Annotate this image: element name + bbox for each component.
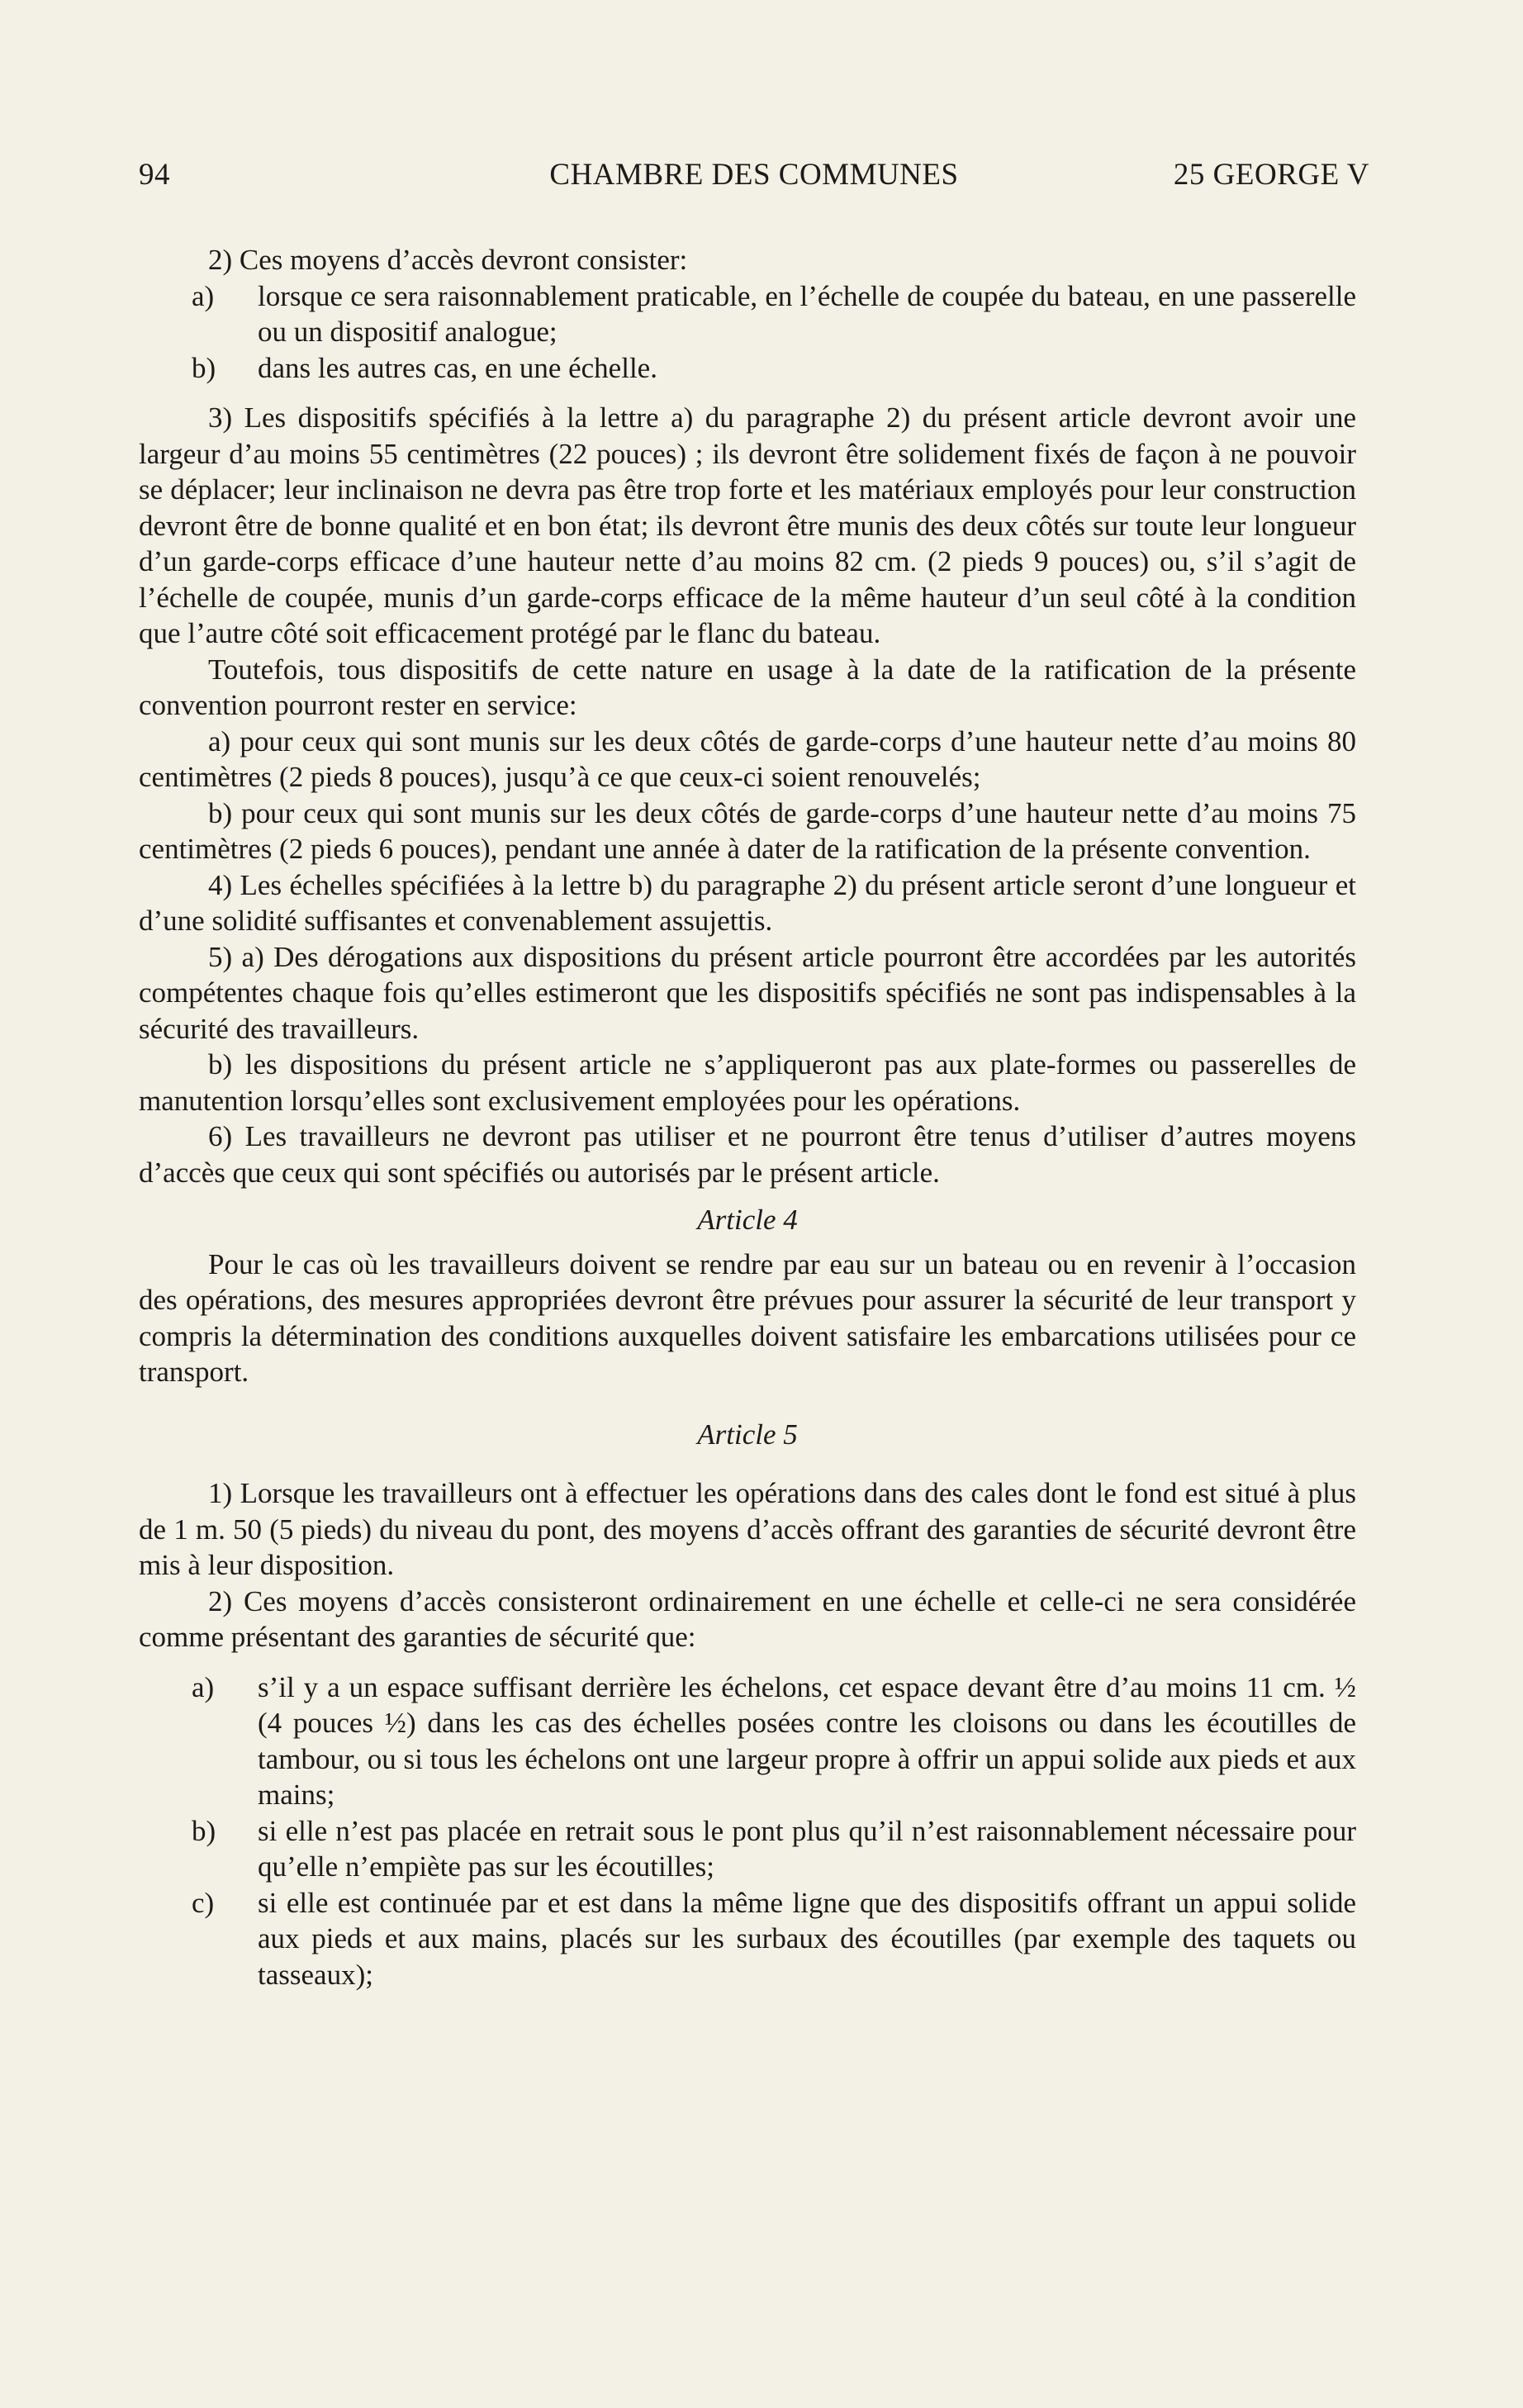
item-text: lorsque ce sera raisonnablement praticable, en l’échelle de coupée du bateau, en une passerelle ou un dispositif analogue; [258, 279, 1356, 348]
running-title: CHAMBRE DES COMMUNES [549, 158, 959, 192]
paragraph: 3) Les dispositifs spécifiés à la lettre a) du paragraphe 2) du présent article devront avoir une largeur d’au moins 55 centimètres (22 pouces) ; ils devront être solidement fixés de façon à ne pouvoir se déplacer; leur inclinaison ne devra pas être trop forte et les matériaux employés pour leur construction devront être de bonne qualité et en bon état; ils devront être munis des deux côtés sur toute leur longueur d’un garde-corps efficace d’une hauteur nette d’au moins 82 cm. (2 pieds 9 pouces) ou, s’il s’agit de l’échelle de coupée, munis d’un garde-corps efficace de la même hauteur d’un seul côté à la condition que l’autre côté soit efficacement protégé par le flanc du bateau. [139, 401, 1356, 649]
paragraph: 1) Lorsque les travailleurs ont à effectuer les opérations dans des cales dont le fond est situé à plus de 1 m. 50 (5 pieds) du niveau du pont, des moyens d’accès offrant des garanties de sécurité devront être mis à leur disposition. [139, 1477, 1356, 1581]
session-reference: 25 GEORGE V [1173, 158, 1369, 192]
list-item [139, 1669, 1356, 1813]
item-text: s’il y a un espace suffisant derrière les échelons, cet espace devant être d’au moins 11 cm. ½ (4 pouces ½) dans les cas des échelles posées contre les cloisons ou dans les écoutilles de tambour, ou si tous les échelons ont une largeur propre à offrir un appui solide aux pieds et aux mains; [258, 1670, 1356, 1811]
paragraph-text: pour ceux qui sont munis sur les deux côtés de garde-corps d’une hauteur nette d’au moins 80 centimètres (2 pieds 8 pouces), jusqu’à ce que ceux-ci soient renouvelés; [139, 724, 1357, 793]
article-heading: Article 4 [697, 1204, 798, 1236]
item-text: dans les autres cas, en une échelle. [258, 351, 657, 384]
paragraph: Pour le cas où les travailleurs doivent se rendre par eau sur un bateau ou en revenir à l’occasion des opérations, des mesures appropriées devront être prévues pour assurer la sécurité de leur transport y compris la détermination des conditions auxquelles doivent satisfaire les embarcations utilisées pour ce transport. [139, 1247, 1356, 1388]
paragraph [139, 1047, 1356, 1119]
paragraph: 4) Les échelles spécifiées à la lettre b) du paragraphe 2) du présent article seront d’une longueur et d’une solidité suffisantes et convenablement assujettis. [139, 868, 1356, 937]
paragraph: 2) Ces moyens d’accès devront consister: [208, 244, 688, 276]
item-label: a) [192, 279, 215, 312]
item-label: a) [192, 1670, 215, 1703]
page-body [139, 242, 1356, 1992]
list-item [139, 1885, 1356, 1993]
item-label: b) [192, 1814, 216, 1847]
paragraph-label: b) [208, 1048, 233, 1081]
paragraph-text: pour ceux qui sont munis sur les deux côtés de garde-corps d’une hauteur nette d’au moins 75 centimètres (2 pieds 6 pouces), pendant une année à dater de la ratification de la présente convention. [139, 796, 1356, 865]
item-text: si elle n’est pas placée en retrait sous le pont plus qu’il n’est raisonnablement nécessaire pour qu’elle n’empiète pas sur les écoutilles; [258, 1814, 1356, 1883]
paragraph: 2) Ces moyens d’accès consisteront ordinairement en une échelle et celle-ci ne sera considérée comme présentant des garanties de sécurité que: [139, 1584, 1356, 1653]
page-header [139, 157, 1369, 198]
item-label: c) [192, 1886, 215, 1919]
list-item [139, 278, 1356, 350]
paragraph: 5) a) Des dérogations aux dispositions du présent article pourront être accordées par les autorités compétentes chaque fois qu’elles estimeront que les dispositifs spécifiés ne sont pas indispensables à la sécurité des travailleurs. [139, 940, 1356, 1045]
paragraph-label: a) [208, 724, 231, 758]
paragraph-text: les dispositions du présent article ne s’appliqueront pas aux plate-formes ou passerelles de manutention lorsqu’elles sont exclusivement employées pour les opérations. [139, 1048, 1356, 1117]
list-item [139, 350, 1356, 387]
article-heading: Article 5 [697, 1418, 798, 1451]
paragraph: 6) Les travailleurs ne devront pas utiliser et ne pourront être tenus d’utiliser d’autres moyens d’accès que ceux qui sont spécifiés ou autorisés par le présent article. [139, 1120, 1356, 1189]
paragraph: Toutefois, tous dispositifs de cette nature en usage à la date de la ratification de la présente convention pourront rester en service: [139, 653, 1356, 721]
item-label: b) [192, 351, 216, 384]
paragraph [139, 796, 1356, 867]
page-number: 94 [139, 158, 170, 192]
paragraph-label: b) [208, 796, 233, 829]
item-text: si elle est continuée par et est dans la même ligne que des dispositifs offrant un appui solide aux pieds et aux mains, placés sur les surbaux des écoutilles (par exemple des taquets ou tasseaux); [258, 1886, 1356, 1991]
paragraph [139, 724, 1356, 796]
list-item [139, 1813, 1356, 1885]
